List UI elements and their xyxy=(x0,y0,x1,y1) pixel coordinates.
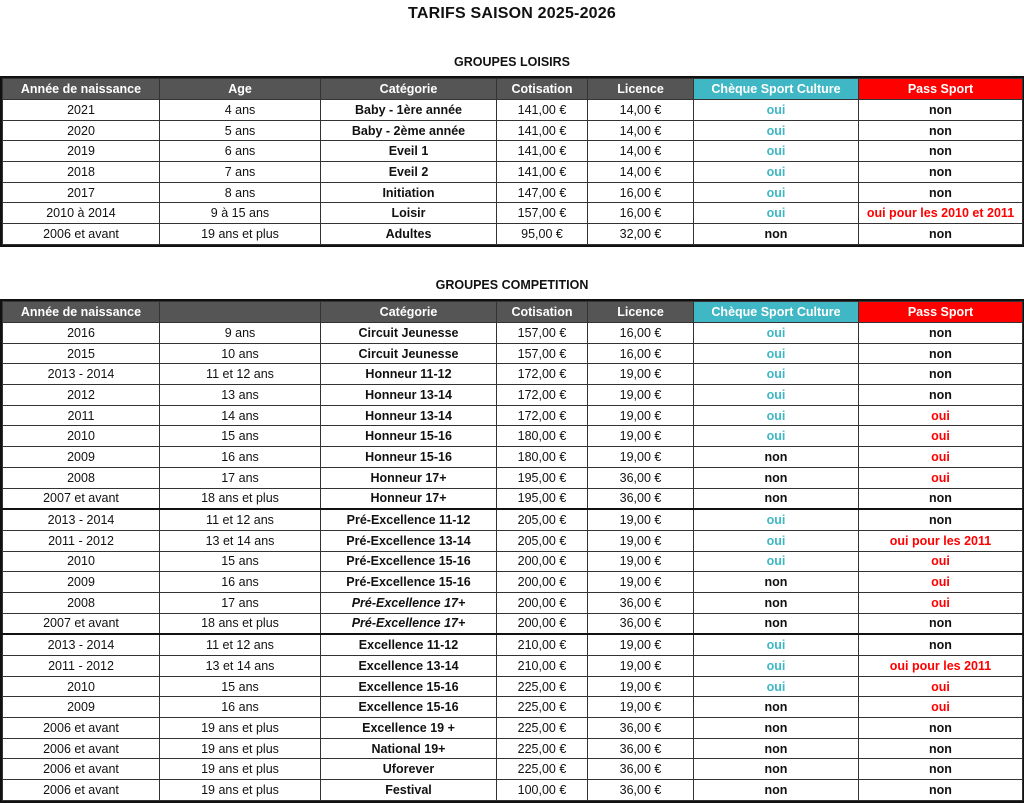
cell-cotisation: 205,00 € xyxy=(497,509,588,530)
cell-cheque: oui xyxy=(694,676,859,697)
cell-age: 19 ans et plus xyxy=(160,224,321,245)
table-row xyxy=(3,467,1023,488)
cell-cotisation: 210,00 € xyxy=(497,634,588,655)
table-row xyxy=(3,656,1023,677)
cell-annee: 2006 et avant xyxy=(3,780,160,801)
cell-annee: 2013 - 2014 xyxy=(3,509,160,530)
cell-licence: 36,00 € xyxy=(588,467,694,488)
cell-categorie: National 19+ xyxy=(321,738,497,759)
cell-licence: 36,00 € xyxy=(588,592,694,613)
cell-pass: oui xyxy=(859,697,1023,718)
header-annee: Année de naissance xyxy=(3,79,160,100)
cell-age: 19 ans et plus xyxy=(160,780,321,801)
cell-age: 10 ans xyxy=(160,343,321,364)
cell-cheque: oui xyxy=(694,634,859,655)
cell-licence: 19,00 € xyxy=(588,509,694,530)
cell-categorie: Baby - 2ème année xyxy=(321,120,497,141)
cell-pass: oui pour les 2011 xyxy=(859,656,1023,677)
table-row xyxy=(3,182,1023,203)
cell-annee: 2006 et avant xyxy=(3,759,160,780)
cell-categorie: Adultes xyxy=(321,224,497,245)
cell-annee: 2013 - 2014 xyxy=(3,364,160,385)
header-age: Age xyxy=(160,79,321,100)
cell-age: 6 ans xyxy=(160,141,321,162)
cell-annee: 2020 xyxy=(3,120,160,141)
cell-age: 18 ans et plus xyxy=(160,488,321,509)
cell-age: 9 ans xyxy=(160,323,321,344)
competition-body xyxy=(3,323,1023,801)
cell-cotisation: 157,00 € xyxy=(497,323,588,344)
cell-categorie: Excellence 11-12 xyxy=(321,634,497,655)
cell-pass: non xyxy=(859,100,1023,121)
cell-categorie: Initiation xyxy=(321,182,497,203)
cell-licence: 36,00 € xyxy=(588,718,694,739)
competition-header-row xyxy=(3,302,1023,323)
cell-cotisation: 225,00 € xyxy=(497,676,588,697)
cell-annee: 2010 xyxy=(3,676,160,697)
cell-cotisation: 225,00 € xyxy=(497,697,588,718)
table-row xyxy=(3,697,1023,718)
cell-cheque: oui xyxy=(694,120,859,141)
cell-pass: non xyxy=(859,182,1023,203)
cell-categorie: Honneur 17+ xyxy=(321,488,497,509)
cell-age: 14 ans xyxy=(160,405,321,426)
cell-cheque: oui xyxy=(694,203,859,224)
cell-licence: 16,00 € xyxy=(588,182,694,203)
cell-cotisation: 200,00 € xyxy=(497,551,588,572)
cell-pass: oui xyxy=(859,676,1023,697)
cell-licence: 19,00 € xyxy=(588,634,694,655)
cell-pass: non xyxy=(859,759,1023,780)
cell-pass: non xyxy=(859,343,1023,364)
cell-cheque: non xyxy=(694,592,859,613)
table-row xyxy=(3,572,1023,593)
table-row xyxy=(3,343,1023,364)
cell-cheque: oui xyxy=(694,426,859,447)
cell-cheque: oui xyxy=(694,656,859,677)
cell-pass: oui xyxy=(859,447,1023,468)
cell-licence: 32,00 € xyxy=(588,224,694,245)
cell-cotisation: 172,00 € xyxy=(497,405,588,426)
cell-cheque: oui xyxy=(694,182,859,203)
cell-annee: 2010 à 2014 xyxy=(3,203,160,224)
header-categorie: Catégorie xyxy=(321,79,497,100)
cell-licence: 16,00 € xyxy=(588,323,694,344)
cell-licence: 36,00 € xyxy=(588,488,694,509)
cell-categorie: Circuit Jeunesse xyxy=(321,323,497,344)
table-row xyxy=(3,509,1023,530)
cell-pass: non xyxy=(859,323,1023,344)
table-row xyxy=(3,100,1023,121)
cell-pass: oui xyxy=(859,426,1023,447)
cell-cheque: non xyxy=(694,447,859,468)
cell-pass: non xyxy=(859,738,1023,759)
cell-age: 19 ans et plus xyxy=(160,759,321,780)
cell-cotisation: 195,00 € xyxy=(497,467,588,488)
cell-cheque: oui xyxy=(694,323,859,344)
table-row xyxy=(3,718,1023,739)
cell-pass: non xyxy=(859,488,1023,509)
header-cheque: Chèque Sport Culture xyxy=(694,302,859,323)
cell-age: 17 ans xyxy=(160,592,321,613)
cell-cotisation: 210,00 € xyxy=(497,656,588,677)
cell-cotisation: 200,00 € xyxy=(497,592,588,613)
table-row xyxy=(3,405,1023,426)
cell-age: 13 ans xyxy=(160,385,321,406)
cell-cheque: non xyxy=(694,572,859,593)
cell-pass: oui xyxy=(859,467,1023,488)
cell-categorie: Excellence 15-16 xyxy=(321,697,497,718)
cell-cheque: non xyxy=(694,780,859,801)
table-row xyxy=(3,323,1023,344)
cell-pass: non xyxy=(859,162,1023,183)
table-row xyxy=(3,488,1023,509)
cell-cotisation: 225,00 € xyxy=(497,759,588,780)
cell-licence: 16,00 € xyxy=(588,203,694,224)
cell-categorie: Pré-Excellence 15-16 xyxy=(321,572,497,593)
cell-annee: 2011 - 2012 xyxy=(3,530,160,551)
header-cotisation: Cotisation xyxy=(497,302,588,323)
cell-cheque: non xyxy=(694,759,859,780)
cell-categorie: Excellence 13-14 xyxy=(321,656,497,677)
cell-licence: 14,00 € xyxy=(588,100,694,121)
table-row xyxy=(3,613,1023,634)
cell-cotisation: 225,00 € xyxy=(497,718,588,739)
cell-cheque: non xyxy=(694,488,859,509)
table-row xyxy=(3,759,1023,780)
table-row xyxy=(3,426,1023,447)
cell-licence: 16,00 € xyxy=(588,343,694,364)
cell-licence: 19,00 € xyxy=(588,364,694,385)
cell-age: 15 ans xyxy=(160,426,321,447)
table-row xyxy=(3,780,1023,801)
cell-categorie: Pré-Excellence 17+ xyxy=(321,613,497,634)
cell-annee: 2019 xyxy=(3,141,160,162)
cell-cheque: non xyxy=(694,718,859,739)
cell-categorie: Honneur 11-12 xyxy=(321,364,497,385)
cell-age: 19 ans et plus xyxy=(160,738,321,759)
cell-cheque: non xyxy=(694,467,859,488)
cell-pass: non xyxy=(859,141,1023,162)
table-row xyxy=(3,224,1023,245)
cell-age: 8 ans xyxy=(160,182,321,203)
cell-pass: oui pour les 2011 xyxy=(859,530,1023,551)
cell-licence: 36,00 € xyxy=(588,759,694,780)
cell-age: 5 ans xyxy=(160,120,321,141)
cell-licence: 19,00 € xyxy=(588,697,694,718)
cell-licence: 14,00 € xyxy=(588,141,694,162)
cell-cotisation: 141,00 € xyxy=(497,141,588,162)
cell-age: 16 ans xyxy=(160,572,321,593)
cell-cotisation: 180,00 € xyxy=(497,447,588,468)
cell-annee: 2006 et avant xyxy=(3,738,160,759)
cell-cotisation: 205,00 € xyxy=(497,530,588,551)
table-row xyxy=(3,364,1023,385)
cell-cheque: oui xyxy=(694,100,859,121)
loisirs-header-row xyxy=(3,79,1023,100)
cell-licence: 14,00 € xyxy=(588,120,694,141)
cell-annee: 2010 xyxy=(3,551,160,572)
loisirs-table xyxy=(2,78,1023,245)
header-pass: Pass Sport xyxy=(859,302,1023,323)
header-cheque: Chèque Sport Culture xyxy=(694,79,859,100)
cell-categorie: Baby - 1ère année xyxy=(321,100,497,121)
cell-licence: 19,00 € xyxy=(588,656,694,677)
cell-cotisation: 157,00 € xyxy=(497,343,588,364)
cell-cotisation: 95,00 € xyxy=(497,224,588,245)
cell-licence: 19,00 € xyxy=(588,551,694,572)
cell-annee: 2006 et avant xyxy=(3,718,160,739)
cell-annee: 2011 xyxy=(3,405,160,426)
cell-categorie: Eveil 2 xyxy=(321,162,497,183)
cell-licence: 19,00 € xyxy=(588,676,694,697)
cell-categorie: Festival xyxy=(321,780,497,801)
cell-age: 17 ans xyxy=(160,467,321,488)
cell-age: 13 et 14 ans xyxy=(160,656,321,677)
cell-categorie: Uforever xyxy=(321,759,497,780)
page-title: TARIFS SAISON 2025-2026 xyxy=(408,5,616,22)
cell-cheque: oui xyxy=(694,530,859,551)
cell-categorie: Honneur 15-16 xyxy=(321,426,497,447)
cell-age: 18 ans et plus xyxy=(160,613,321,634)
cell-cotisation: 172,00 € xyxy=(497,385,588,406)
cell-licence: 19,00 € xyxy=(588,385,694,406)
cell-cotisation: 225,00 € xyxy=(497,738,588,759)
cell-age: 11 et 12 ans xyxy=(160,509,321,530)
cell-annee: 2016 xyxy=(3,323,160,344)
cell-age: 15 ans xyxy=(160,551,321,572)
table-row xyxy=(3,141,1023,162)
cell-cotisation: 157,00 € xyxy=(497,203,588,224)
cell-annee: 2007 et avant xyxy=(3,488,160,509)
cell-pass: non xyxy=(859,224,1023,245)
cell-categorie: Pré-Excellence 15-16 xyxy=(321,551,497,572)
cell-age: 9 à 15 ans xyxy=(160,203,321,224)
cell-annee: 2010 xyxy=(3,426,160,447)
cell-age: 16 ans xyxy=(160,697,321,718)
cell-annee: 2009 xyxy=(3,447,160,468)
cell-annee: 2009 xyxy=(3,572,160,593)
cell-categorie: Circuit Jeunesse xyxy=(321,343,497,364)
cell-pass: non xyxy=(859,718,1023,739)
cell-annee: 2013 - 2014 xyxy=(3,634,160,655)
table-row xyxy=(3,551,1023,572)
header-licence: Licence xyxy=(588,302,694,323)
header-categorie: Catégorie xyxy=(321,302,497,323)
cell-licence: 14,00 € xyxy=(588,162,694,183)
cell-cotisation: 141,00 € xyxy=(497,100,588,121)
header-cotisation: Cotisation xyxy=(497,79,588,100)
cell-annee: 2021 xyxy=(3,100,160,121)
header-annee: Année de naissance xyxy=(3,302,160,323)
cell-cheque: non xyxy=(694,738,859,759)
cell-cheque: non xyxy=(694,613,859,634)
cell-age: 4 ans xyxy=(160,100,321,121)
cell-categorie: Eveil 1 xyxy=(321,141,497,162)
cell-pass: oui xyxy=(859,551,1023,572)
cell-cheque: non xyxy=(694,224,859,245)
table-row xyxy=(3,203,1023,224)
cell-pass: non xyxy=(859,120,1023,141)
cell-categorie: Pré-Excellence 11-12 xyxy=(321,509,497,530)
cell-age: 19 ans et plus xyxy=(160,718,321,739)
cell-licence: 19,00 € xyxy=(588,530,694,551)
cell-cotisation: 141,00 € xyxy=(497,162,588,183)
table-row xyxy=(3,447,1023,468)
cell-pass: non xyxy=(859,385,1023,406)
cell-age: 11 et 12 ans xyxy=(160,634,321,655)
table-row xyxy=(3,592,1023,613)
cell-cotisation: 180,00 € xyxy=(497,426,588,447)
cell-cotisation: 147,00 € xyxy=(497,182,588,203)
cell-cheque: oui xyxy=(694,405,859,426)
cell-categorie: Loisir xyxy=(321,203,497,224)
cell-cheque: oui xyxy=(694,509,859,530)
table-row xyxy=(3,634,1023,655)
cell-licence: 19,00 € xyxy=(588,405,694,426)
cell-cheque: oui xyxy=(694,551,859,572)
table-row xyxy=(3,530,1023,551)
competition-section-title: GROUPES COMPETITION xyxy=(435,278,589,292)
cell-categorie: Excellence 19 + xyxy=(321,718,497,739)
cell-categorie: Honneur 13-14 xyxy=(321,385,497,406)
cell-cotisation: 200,00 € xyxy=(497,613,588,634)
cell-licence: 36,00 € xyxy=(588,613,694,634)
loisirs-body xyxy=(3,100,1023,245)
cell-cheque: oui xyxy=(694,162,859,183)
cell-pass: oui xyxy=(859,592,1023,613)
cell-categorie: Honneur 17+ xyxy=(321,467,497,488)
cell-pass: non xyxy=(859,634,1023,655)
cell-licence: 19,00 € xyxy=(588,447,694,468)
cell-cheque: oui xyxy=(694,364,859,385)
table-row xyxy=(3,676,1023,697)
cell-annee: 2006 et avant xyxy=(3,224,160,245)
cell-annee: 2008 xyxy=(3,467,160,488)
loisirs-section-title: GROUPES LOISIRS xyxy=(454,55,570,69)
table-row xyxy=(3,162,1023,183)
cell-categorie: Pré-Excellence 17+ xyxy=(321,592,497,613)
cell-annee: 2008 xyxy=(3,592,160,613)
cell-licence: 36,00 € xyxy=(588,738,694,759)
cell-categorie: Honneur 15-16 xyxy=(321,447,497,468)
cell-annee: 2007 et avant xyxy=(3,613,160,634)
header-pass: Pass Sport xyxy=(859,79,1023,100)
cell-cheque: oui xyxy=(694,141,859,162)
cell-annee: 2018 xyxy=(3,162,160,183)
cell-licence: 19,00 € xyxy=(588,572,694,593)
cell-pass: oui xyxy=(859,405,1023,426)
cell-annee: 2009 xyxy=(3,697,160,718)
header-licence: Licence xyxy=(588,79,694,100)
cell-cotisation: 172,00 € xyxy=(497,364,588,385)
cell-pass: non xyxy=(859,780,1023,801)
competition-table xyxy=(2,301,1023,801)
cell-pass: non xyxy=(859,509,1023,530)
table-row xyxy=(3,385,1023,406)
cell-age: 13 et 14 ans xyxy=(160,530,321,551)
cell-age: 15 ans xyxy=(160,676,321,697)
cell-pass: oui xyxy=(859,572,1023,593)
cell-cheque: non xyxy=(694,697,859,718)
cell-annee: 2015 xyxy=(3,343,160,364)
cell-cotisation: 195,00 € xyxy=(497,488,588,509)
cell-licence: 36,00 € xyxy=(588,780,694,801)
cell-age: 16 ans xyxy=(160,447,321,468)
table-row xyxy=(3,120,1023,141)
cell-cotisation: 141,00 € xyxy=(497,120,588,141)
cell-age: 11 et 12 ans xyxy=(160,364,321,385)
cell-cotisation: 100,00 € xyxy=(497,780,588,801)
cell-cheque: oui xyxy=(694,343,859,364)
cell-cheque: oui xyxy=(694,385,859,406)
cell-cotisation: 200,00 € xyxy=(497,572,588,593)
cell-categorie: Pré-Excellence 13-14 xyxy=(321,530,497,551)
cell-categorie: Excellence 15-16 xyxy=(321,676,497,697)
header-age-empty xyxy=(160,302,321,323)
cell-age: 7 ans xyxy=(160,162,321,183)
cell-licence: 19,00 € xyxy=(588,426,694,447)
cell-pass: non xyxy=(859,613,1023,634)
cell-pass: non xyxy=(859,364,1023,385)
cell-annee: 2017 xyxy=(3,182,160,203)
cell-annee: 2011 - 2012 xyxy=(3,656,160,677)
cell-categorie: Honneur 13-14 xyxy=(321,405,497,426)
cell-pass: oui pour les 2010 et 2011 xyxy=(859,203,1023,224)
table-row xyxy=(3,738,1023,759)
cell-annee: 2012 xyxy=(3,385,160,406)
